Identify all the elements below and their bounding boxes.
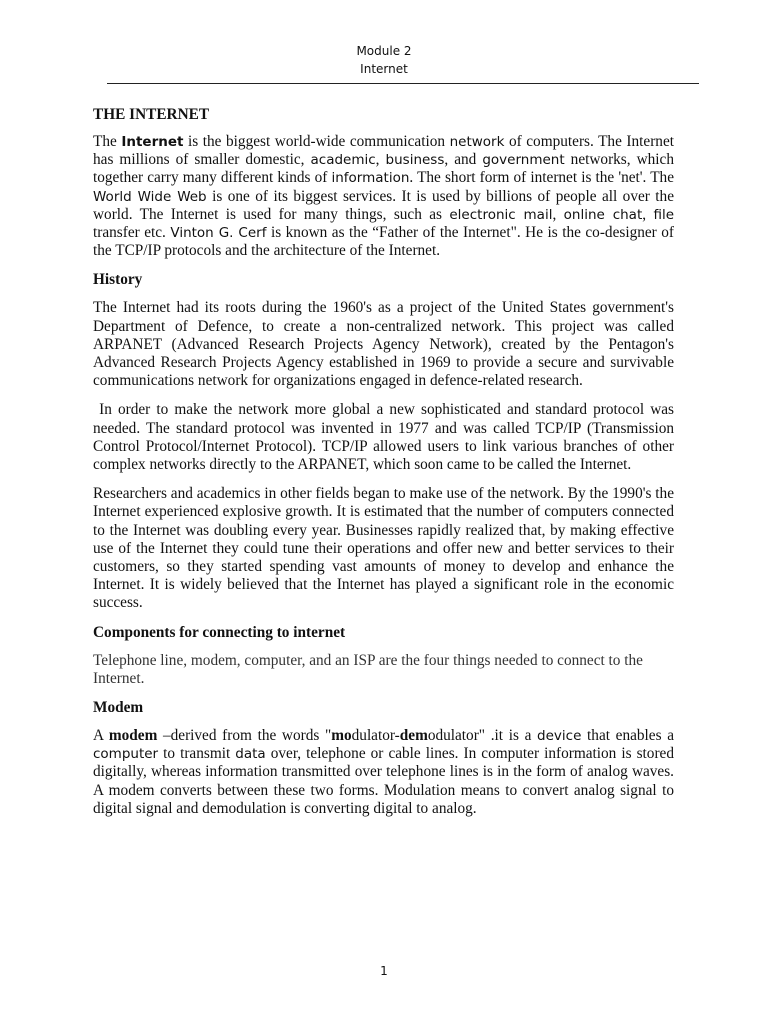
- link-academic[interactable]: academic: [310, 152, 376, 169]
- section-title-modem: Modem: [93, 699, 144, 717]
- text-run: over, telephone or cable lines. In computer information is stored digitally, whereas information transmitted over telephone lines is in the form of analog waves. A modem converts between these two forms. Modulation means to convert analog signal to digital signal and demodulation is converting digital to analog.: [93, 745, 674, 817]
- text-run: ,: [642, 205, 654, 223]
- text-run: . The short form of internet is the 'net'. The: [409, 169, 674, 187]
- text-run: ,: [552, 205, 564, 223]
- text-run: , and: [444, 151, 483, 169]
- document-body: [93, 106, 678, 829]
- text-run: The: [93, 133, 122, 150]
- paragraph-history-1: The Internet had its roots during the 1960's as a project of the United States government's Department of Defence, to create a non-centralized network. This project was called ARPANET (Advanced Research Projects Agency Network), created by the Pentagon's Advanced Research Projects Agency established in 1969 to provide a secure and survivable communications network for organizations engaged in defence-related research.: [93, 299, 674, 390]
- section-title-internet: THE INTERNET: [93, 106, 210, 123]
- term-dem: dem: [399, 727, 428, 745]
- term-mo: mo: [331, 727, 352, 745]
- paragraph-history-3: Researchers and academics in other fields began to make use of the network. By the 1990's the Internet experienced explosive growth. It is estimated that the number of computers connected to the Internet was doubling every year. Businesses rapidly realized that, by making effective use of the Internet they could tune their operations and offer new and better services to their customers, so they started spending vast amounts of money to develop and enhance the Internet. It is widely believed that the Internet has played a significant role in the economic success.: [93, 485, 674, 612]
- text-run: to transmit: [158, 745, 236, 763]
- paragraph-components: Telephone line, modem, computer, and an ISP are the four things needed to connect to the Internet.: [93, 651, 643, 687]
- term-modem: modem: [108, 727, 158, 745]
- text-run: is one of its biggest services. It is used by billions of people all over the world. The Internet is used for many things, such as: [93, 187, 674, 223]
- link-vinton-cerf[interactable]: Vinton G. Cerf: [170, 225, 267, 242]
- link-device[interactable]: device: [537, 728, 582, 745]
- text-run: of computers. The Internet has millions of smaller domestic,: [93, 133, 674, 169]
- text-run: dulator-: [351, 727, 400, 745]
- text-run: that enables a: [581, 727, 674, 745]
- link-online-chat[interactable]: online chat: [563, 206, 643, 223]
- header-module: Module 2: [356, 44, 412, 58]
- text-run: networks, which together carry many different kinds of: [93, 151, 674, 187]
- page-header: [0, 42, 768, 78]
- header-divider: [107, 83, 699, 84]
- link-government[interactable]: government: [482, 152, 565, 169]
- text-run: is known as the “Father of the Internet". He is the co-designer of the TCP/IP protocols and the architecture of the Internet.: [93, 224, 674, 260]
- link-business[interactable]: business: [385, 152, 445, 169]
- text-run: ,: [375, 151, 386, 169]
- paragraph-history-2: In order to make the network more global a new sophisticated and standard protocol was needed. The standard protocol was invented in 1977 and was called TCP/IP (Transmission Control Protocol/Internet Protocol). TCP/IP allowed users to link various branches of other complex networks directly to the ARPANET, which soon came to be called the Internet.: [93, 401, 678, 474]
- page-number: 1: [380, 964, 388, 978]
- text-run: –derived from the words ": [157, 727, 332, 745]
- link-computer[interactable]: computer: [93, 746, 159, 763]
- text-run: A: [93, 727, 109, 745]
- section-title-history: History: [93, 271, 143, 289]
- header-topic: Internet: [360, 62, 408, 76]
- link-information[interactable]: information: [331, 170, 410, 187]
- paragraph-internet-intro: [93, 133, 674, 260]
- link-file[interactable]: file: [653, 206, 674, 223]
- text-run: odulator" .it is a: [427, 727, 538, 745]
- term-internet: Internet: [121, 134, 184, 150]
- text-run: transfer etc.: [93, 224, 171, 242]
- link-world-wide-web[interactable]: World Wide Web: [93, 188, 207, 205]
- paragraph-modem: [93, 727, 674, 818]
- section-title-components: Components for connecting to internet: [93, 623, 346, 641]
- link-network[interactable]: network: [449, 134, 505, 150]
- text-run: is the biggest world-wide communication: [183, 133, 450, 150]
- link-data[interactable]: data: [235, 746, 266, 763]
- link-electronic-mail[interactable]: electronic mail: [449, 206, 553, 223]
